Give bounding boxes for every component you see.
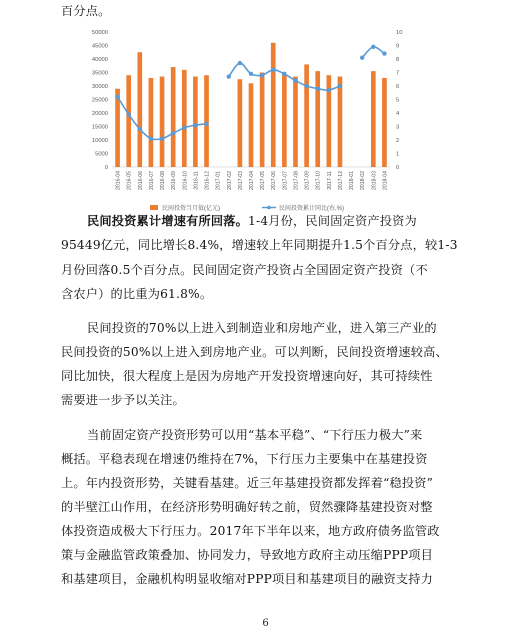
- left-tick-label: 35000: [91, 70, 108, 77]
- left-tick-label: 5000: [95, 151, 108, 158]
- line-point: [382, 51, 386, 55]
- left-tick-label: 15000: [91, 124, 108, 131]
- paragraph-3-line-1: 当前固定资产投资形势可以用“基本平稳”、“下行压力极大”来: [87, 428, 423, 442]
- legend-line-marker: [267, 206, 271, 210]
- line-point: [160, 136, 164, 140]
- paragraph-2-line-3: 同比加快，很大程度上是因为房地产开发投资增速向好，其可持续性: [61, 369, 433, 383]
- left-tick-label: 20000: [91, 111, 108, 117]
- paragraph-3-line-3: 上。年内投资形势，关键看基建。近三年基建投资都发挥着“稳投资”: [61, 476, 434, 490]
- x-tick-label: 2017-04: [249, 171, 255, 191]
- x-tick-label: 2017-01: [215, 171, 222, 191]
- x-tick-label: 2017-03: [237, 171, 244, 191]
- left-tick-label: 40000: [91, 57, 108, 63]
- x-tick-label: 2018-04: [382, 171, 389, 191]
- paragraph-1-line-1: [87, 213, 417, 230]
- right-tick-label: 3: [396, 124, 400, 131]
- x-tick-label: 2016-10: [182, 171, 189, 191]
- bar: [371, 71, 376, 167]
- line-point: [126, 112, 130, 116]
- right-tick-label: 4: [396, 111, 400, 117]
- bar: [249, 83, 254, 167]
- line-point: [304, 84, 308, 88]
- line-point: [227, 74, 231, 78]
- line-point: [238, 61, 242, 65]
- x-tick-label: 2016-04: [115, 171, 122, 191]
- paragraph-2-line-2: 民间投资的50%以上进入到房地产业。可以判断，民间投资增速较高、: [61, 345, 448, 359]
- x-tick-label: 2016-09: [171, 171, 178, 191]
- x-tick-label: 2016-12: [204, 171, 211, 191]
- bar: [193, 77, 198, 167]
- right-tick-label: 2: [396, 138, 400, 144]
- legend-bar-swatch: [150, 205, 158, 210]
- line-point: [293, 78, 297, 82]
- paragraph-1-lead-rest: 1-4月份，民间固定资产投资为: [248, 214, 417, 228]
- x-tick-label: 2016-06: [137, 171, 144, 191]
- left-tick-label: 10000: [91, 138, 108, 144]
- x-tick-label: 2018-02: [360, 171, 367, 191]
- x-tick-label: 2017-07: [282, 171, 289, 191]
- x-tick-label: 2017-08: [293, 170, 300, 191]
- chart-legend: [150, 204, 344, 212]
- line-point: [138, 127, 142, 131]
- line-point: [171, 131, 175, 135]
- right-tick-label: 1: [396, 151, 400, 158]
- legend-line-label: 民间投资累计同比(右,%): [279, 206, 344, 212]
- paragraph-2-line-1: 民间投资的70%以上进入到制造业和房地产业，进入第三产业的: [87, 321, 437, 335]
- bar: [204, 75, 209, 167]
- line-point: [271, 68, 275, 72]
- right-tick-label: 10: [396, 30, 403, 36]
- line-point: [115, 95, 119, 99]
- bar-series: [115, 43, 387, 167]
- line-point: [316, 87, 320, 91]
- left-tick-label: 30000: [91, 84, 108, 90]
- left-tick-label: 25000: [91, 97, 108, 104]
- paragraph-3-line-4: 的半壁江山作用，在经济形势明确好转之前，贸然骤降基建投资对整: [61, 500, 433, 514]
- x-tick-label: 2017-11: [326, 171, 333, 190]
- line-point: [338, 84, 342, 88]
- x-tick-label: 2018-01: [349, 171, 356, 191]
- x-tick-label: 2017-02: [226, 171, 233, 191]
- paragraph-3-line-6: 策与金融监管政策叠加、协同发力，导致地方政府主动压缩PPP项目: [61, 548, 434, 562]
- bar: [293, 77, 298, 167]
- paragraph-2-line-4: 需要进一步予以关注。: [61, 393, 185, 407]
- paragraph-1-lead: 民间投资累计增速有所回落。: [87, 214, 249, 228]
- x-tick-label: 2017-05: [260, 171, 267, 191]
- bar: [282, 74, 287, 167]
- left-tick-label: 50000: [91, 30, 108, 36]
- paragraph-1-line-2: 95449亿元，同比增长8.4%，增速较上年同期提升1.5个百分点，较1-3: [61, 238, 458, 252]
- line-point: [193, 123, 197, 127]
- right-tick-label: 6: [396, 84, 400, 90]
- paragraph-3-line-5: 体投资造成极大下行压力。2017年下半年以来，地方政府债务监管政: [61, 524, 440, 538]
- top-line: 百分点。: [61, 4, 111, 18]
- legend-bar-label: 民间投资当月值(亿元): [162, 206, 220, 212]
- bar: [271, 43, 276, 167]
- right-tick-label: 8: [396, 57, 400, 63]
- right-tick-label: 9: [396, 43, 400, 50]
- x-tick-label: 2016-11: [193, 171, 200, 190]
- line-point: [360, 55, 364, 59]
- line-point: [182, 126, 186, 130]
- right-tick-label: 5: [396, 97, 400, 104]
- line-point: [282, 72, 286, 76]
- bar: [182, 70, 187, 167]
- bar: [260, 73, 265, 168]
- bar: [315, 71, 320, 167]
- bar: [171, 67, 176, 167]
- paragraph-3-line-2: 概括。平稳表现在增速仍维持在7%，下行压力主要集中在基建投资: [61, 452, 428, 466]
- bar: [238, 79, 243, 167]
- page-number: 6: [262, 618, 269, 629]
- bar: [149, 78, 154, 167]
- bar: [126, 75, 131, 167]
- x-axis-labels: [116, 171, 389, 190]
- right-axis: [396, 30, 402, 171]
- line-point: [327, 88, 331, 92]
- right-tick-label: 7: [396, 70, 400, 77]
- x-tick-label: 2018-03: [371, 171, 378, 191]
- x-tick-label: 2016-05: [126, 171, 133, 191]
- left-tick-label: 0: [104, 165, 108, 171]
- line-point: [371, 45, 375, 49]
- bar: [382, 78, 387, 167]
- bar: [304, 64, 309, 167]
- x-tick-label: 2017-09: [304, 171, 311, 191]
- paragraph-1-line-3: 月份回落0.5个百分点。民间固定资产投资占全国固定资产投资（不: [61, 263, 428, 277]
- right-tick-label: 0: [396, 165, 400, 171]
- x-tick-label: 2017-06: [271, 171, 278, 191]
- private-investment-chart: [60, 22, 420, 214]
- x-tick-label: 2017-10: [315, 171, 322, 191]
- paragraph-1-line-4: 含农户）的比重为61.8%。: [61, 287, 213, 301]
- bar: [160, 77, 165, 167]
- x-tick-label: 2016-08: [160, 171, 167, 191]
- line-point: [204, 122, 208, 126]
- bar: [137, 52, 142, 167]
- x-tick-label: 2016-07: [148, 171, 155, 191]
- line-point: [149, 136, 153, 140]
- paragraph-3-line-7: 和基建项目，金融机构明显收缩对PPP项目和基建项目的融资支持力: [61, 572, 434, 586]
- bar: [338, 77, 343, 167]
- left-tick-label: 45000: [91, 43, 108, 50]
- line-point: [260, 73, 264, 77]
- line-point: [249, 72, 253, 76]
- x-tick-label: 2017-12: [337, 171, 344, 191]
